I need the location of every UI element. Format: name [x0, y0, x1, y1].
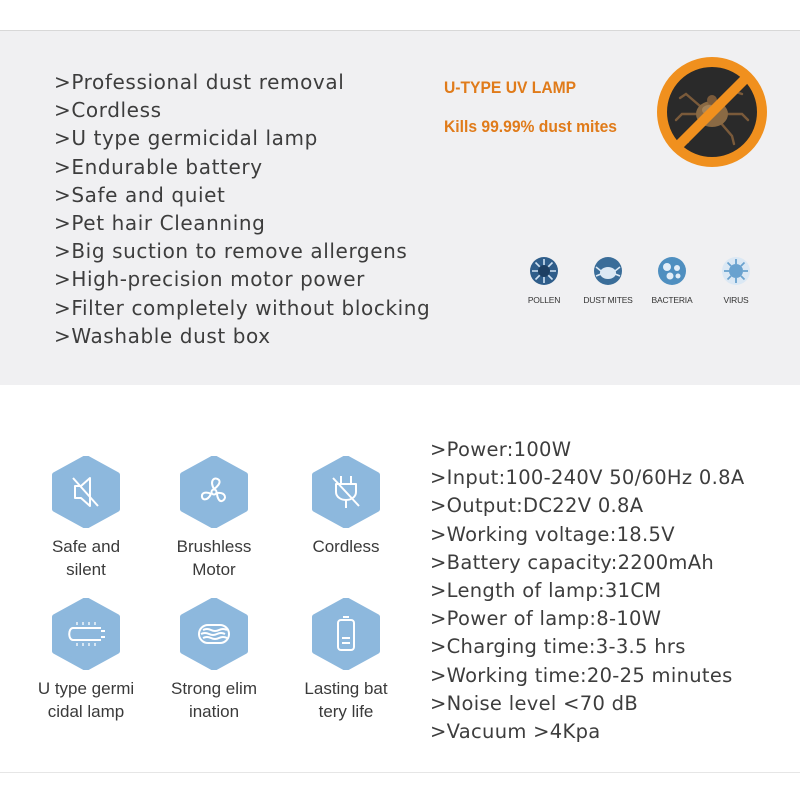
germ-bacteria	[640, 255, 704, 305]
bacteria-icon	[656, 255, 688, 287]
spec-item: >Input:100-240V 50/60Hz 0.8A	[430, 466, 745, 490]
spec-item: >Vacuum >4Kpa	[430, 720, 601, 744]
divider	[0, 30, 800, 31]
icon-label: U type germi cidal lamp	[37, 679, 135, 721]
feature-item: >Filter completely without blocking	[54, 295, 431, 320]
germ-pollen	[512, 255, 576, 305]
germ-dust-mites	[576, 255, 640, 305]
icon-label: Brushless Motor	[176, 537, 252, 579]
germ-label: DUST MITES	[583, 295, 633, 305]
uv-lamp-title: U-TYPE UV LAMP	[444, 78, 577, 97]
feature-item: >High-precision motor power	[54, 267, 365, 292]
divider	[0, 772, 800, 773]
feature-cordless	[282, 456, 410, 558]
feature-item: >U type germicidal lamp	[54, 126, 318, 151]
fan-icon	[179, 456, 249, 528]
feature-item: >Cordless	[54, 98, 162, 123]
feature-uv-lamp	[22, 598, 150, 723]
feature-item: >Endurable battery	[54, 154, 263, 179]
uv-lamp-icon	[51, 598, 121, 670]
dust-mite-icon	[592, 255, 624, 287]
no-plug-icon	[311, 456, 381, 528]
feature-strong-elimination	[150, 598, 278, 723]
spec-item: >Power of lamp:8-10W	[430, 607, 662, 631]
spec-item: >Charging time:3-3.5 hrs	[430, 635, 686, 659]
germ-virus	[704, 255, 768, 305]
spec-item: >Working time:20-25 minutes	[430, 663, 733, 687]
spec-item: >Length of lamp:31CM	[430, 579, 662, 603]
spec-item: >Output:DC22V 0.8A	[430, 494, 644, 518]
germ-label: POLLEN	[527, 295, 561, 305]
feature-item: >Professional dust removal	[54, 70, 345, 94]
feature-safe-silent	[22, 456, 150, 581]
germ-label: VIRUS	[723, 295, 749, 305]
virus-icon	[720, 255, 752, 287]
spec-item: >Noise level <70 dB	[430, 691, 639, 715]
spec-list	[430, 436, 744, 746]
feature-item: >Big suction to remove allergens	[54, 239, 408, 264]
feature-list	[54, 68, 430, 350]
icon-label: Lasting bat tery life	[304, 679, 388, 721]
feature-item: >Pet hair Cleanning	[54, 211, 266, 236]
pollen-icon	[528, 255, 560, 287]
feature-brushless-motor	[150, 456, 278, 581]
uv-lamp-subtitle: Kills 99.99% dust mites	[444, 117, 617, 136]
battery-icon	[311, 598, 381, 670]
spec-item: >Working voltage:18.5V	[430, 522, 675, 546]
icon-label: Safe and silent	[51, 537, 121, 579]
feature-item: >Safe and quiet	[54, 182, 226, 207]
mute-speaker-icon	[51, 456, 121, 528]
icon-label: Strong elim ination	[171, 679, 257, 721]
airflow-icon	[179, 598, 249, 670]
icon-label: Cordless	[312, 537, 380, 556]
germ-label: BACTERIA	[651, 295, 693, 305]
dust-mite-prohibited-icon	[656, 56, 768, 168]
feature-battery-life	[282, 598, 410, 723]
feature-item: >Washable dust box	[54, 323, 271, 348]
spec-item: >Power:100W	[430, 438, 572, 461]
germ-types	[512, 255, 768, 315]
spec-item: >Battery capacity:2200mAh	[430, 550, 715, 574]
